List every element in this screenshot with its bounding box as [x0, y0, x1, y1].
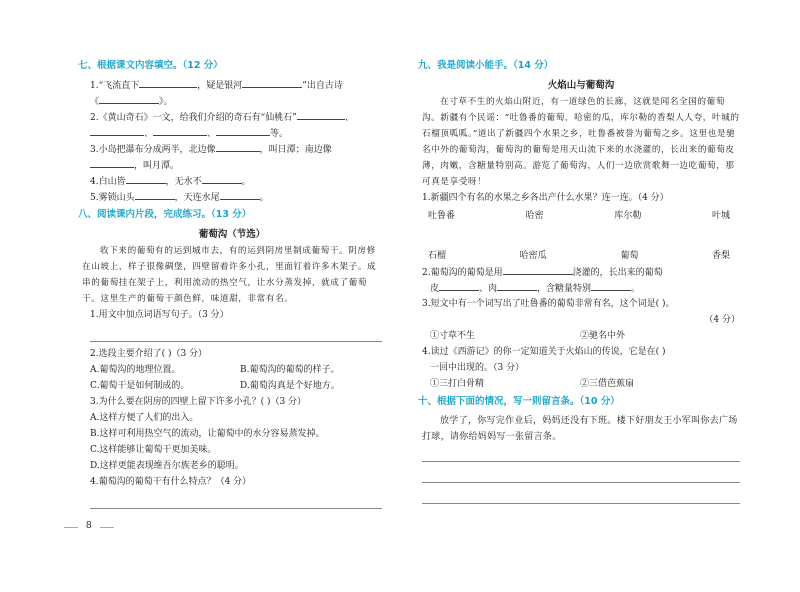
q9-4-options [422, 376, 740, 392]
fruits-row [422, 248, 740, 264]
answer-line[interactable] [90, 494, 382, 509]
blank[interactable] [202, 173, 242, 184]
q9-2-text-b: 浇灌的，长出来的葡萄 [572, 268, 663, 278]
passage-paragraph: 收下来的葡萄有的运到城市去，有的运到阴房里制成葡萄干。阴房修在山坡上，样子很像碉堡，四壁留着许多小孔，里面钉着许多木架子。成串的葡萄挂在架子上，利用流动的热空气，让水分蒸发掉，就成了葡萄干。这里生产的葡萄干颜色鲜，味道甜，非常有名。 [82, 246, 377, 304]
place-item[interactable]: 叶城 [711, 211, 730, 221]
q7-1-text-a: 1.“飞流直下 [90, 81, 140, 91]
place-item[interactable]: 吐鲁番 [428, 211, 456, 221]
q7-2 [82, 109, 382, 125]
option-a[interactable]: A.葡萄沟的地理位置。 [90, 365, 181, 375]
blank[interactable] [497, 280, 537, 291]
fruit-item[interactable]: 葡萄 [620, 251, 639, 261]
left-column [78, 58, 382, 509]
blank[interactable] [216, 125, 270, 136]
q7-3 [82, 141, 382, 157]
q8-3-option-c[interactable]: C.这样能够让葡萄干更加美味。 [90, 445, 217, 455]
footer-dash-right [100, 527, 114, 528]
option-c[interactable]: C.葡萄干是如何制成的。 [90, 381, 190, 391]
option-2[interactable]: ②驰名中外 [580, 331, 626, 341]
blank[interactable] [126, 173, 166, 184]
q9-3: 3.短文中有一个词写出了吐鲁番的葡萄非常有名，这个词是( )。 [422, 299, 675, 309]
blank[interactable] [216, 141, 260, 152]
q8-3-option-b[interactable]: B.这样可利用热空气的流动，让葡萄中的水分容易蒸发掉。 [90, 429, 325, 439]
q9-3-options [422, 328, 740, 344]
q7-2-text-b: 、 [344, 113, 354, 123]
q8-3-option-d[interactable]: D.这样更能表现维吾尔族老乡的聪明。 [90, 461, 244, 471]
q8-2-options-row1 [82, 362, 382, 378]
blank[interactable] [99, 93, 159, 104]
q9-4-cont: 一回中出现的。（3 分） [430, 363, 525, 373]
task-paragraph: 放学了，你写完作业后，妈妈还没有下班。楼下好朋友王小军叫你去广场打球，请你给妈妈写一张留言条。 [422, 416, 738, 442]
q9-2-text-c: 皮 [430, 284, 440, 294]
q9-2-cont [422, 280, 740, 296]
q9-2-text-e: ，含糖量特别 [537, 284, 592, 294]
option-d[interactable]: D.葡萄沟真是个好地方。 [240, 381, 340, 391]
section-10-text [422, 413, 740, 445]
page-number: 8 [86, 520, 92, 531]
q7-4 [82, 173, 382, 189]
q7-1-text-e: 》。 [159, 97, 173, 107]
q7-2-text-d: 、 [207, 129, 217, 139]
blank[interactable] [503, 264, 573, 275]
q7-3-text-a: 3.小岛把瀑布分成两半，北边像 [90, 145, 216, 155]
q7-1-cont [82, 93, 382, 109]
q7-4-text-c: 。 [241, 177, 251, 187]
q7-1-text-b: ，疑是银河 [197, 81, 243, 91]
q9-2 [422, 264, 740, 280]
blank[interactable] [90, 125, 144, 136]
q8-4: 4.葡萄沟的葡萄干有什么特点？（4 分） [90, 477, 252, 487]
q8-2-options-row2 [82, 378, 382, 394]
q9-2-text-f: 。 [631, 284, 641, 294]
blank[interactable] [220, 189, 260, 200]
answer-line[interactable] [422, 489, 740, 504]
q7-2-cont [82, 125, 382, 141]
q8-3: 3.为什么要在阴房的四壁上留下许多小孔？( )（3 分） [90, 397, 307, 407]
passage-title: 火焰山与葡萄沟 [547, 80, 615, 91]
q9-2-text-d: 、肉 [479, 284, 498, 294]
place-item[interactable]: 哈密 [525, 211, 544, 221]
fruit-item[interactable]: 哈密瓜 [519, 251, 547, 261]
passage-title: 葡萄沟（节选） [198, 229, 266, 240]
blank[interactable] [591, 280, 631, 291]
passage-text [422, 94, 740, 190]
blank[interactable] [242, 77, 302, 88]
option-b[interactable]: B.葡萄沟的葡萄的样子。 [240, 365, 340, 375]
section-10-title: 十、根据下面的情况，写一则留言条。（10 分） [418, 396, 620, 407]
q7-1-text-d: 《 [90, 97, 100, 107]
q8-2: 2.选段主要介绍了( )（3 分） [90, 349, 208, 359]
q7-5 [82, 189, 382, 205]
option-2[interactable]: ②三借芭蕉扇 [580, 379, 635, 389]
right-column [418, 58, 740, 504]
q7-3-text-c: ，叫月潭。 [134, 161, 180, 171]
q7-5-text-b: ，天连水尾 [174, 193, 220, 203]
q8-1: 1.用文中加点词语写句子。（3 分） [90, 310, 229, 320]
blank[interactable] [297, 109, 345, 120]
q7-2-text-a: 2.《黄山奇石》一文，给我们介绍的奇石有“仙桃石” [90, 113, 297, 123]
q9-4: 4.读过《西游记》的你一定知道关于火焰山的传说，它是在( ) [422, 347, 666, 357]
footer-dash-left [64, 527, 78, 528]
q7-4-text-b: ，无水不 [165, 177, 202, 187]
q9-1: 1.新疆四个有名的水果之乡各出产什么水果？连一连。（4 分） [422, 193, 669, 203]
blank[interactable] [90, 157, 134, 168]
q7-4-text-a: 4.白山皆 [90, 177, 126, 187]
option-1[interactable]: ①三打白骨精 [430, 379, 485, 389]
blank[interactable] [139, 77, 197, 88]
q7-2-text-c: 、 [144, 129, 154, 139]
passage-text [82, 243, 382, 307]
blank[interactable] [135, 189, 175, 200]
q7-3-text-b: ，叫日潭；南边像 [259, 145, 332, 155]
places-row [422, 208, 740, 224]
blank[interactable] [153, 125, 207, 136]
q7-1-text-c: ”出自古诗 [302, 81, 343, 91]
fruit-item[interactable]: 香梨 [711, 251, 730, 261]
answer-line[interactable] [90, 327, 382, 342]
q7-1 [82, 77, 382, 93]
fruit-item[interactable]: 石榴 [428, 251, 447, 261]
answer-line[interactable] [422, 447, 740, 462]
q7-5-text-c: 。 [259, 193, 269, 203]
section-9-title: 九、我是阅读小能手。（14 分） [418, 60, 554, 71]
q7-2-text-e: 等。 [270, 129, 289, 139]
place-item[interactable]: 库尔勒 [614, 211, 642, 221]
section-7-title: 七、根据课文内容填空。（12 分） [78, 60, 223, 71]
q8-3-option-a[interactable]: A.这样方便了人们的出入。 [90, 413, 199, 423]
option-1[interactable]: ①寸草不生 [430, 331, 476, 341]
passage-paragraph: 在寸草不生的火焰山附近，有一道绿色的长廊，这就是闻名全国的葡萄沟。新疆有个民谣：“吐鲁番的葡萄，哈密的瓜，库尔勒的香梨人人夸，叶城的石榴顶呱呱。”道出了新疆四个水果之乡，吐鲁番被誉为葡萄之乡。这里也是驰名中外的葡萄沟，葡萄沟的葡萄是用天山流下来的水浇灌的，长出来的葡萄皮薄，肉嫩，含糖量特别高。游览了葡萄沟，人们一边欣赏歌舞一边吃葡萄，那可真是享受呀！ [422, 97, 740, 187]
q7-5-text-a: 5.雾锁山头 [90, 193, 135, 203]
q9-2-text-a: 2.葡萄沟的葡萄是用 [422, 268, 503, 278]
q9-3-points: （4 分） [704, 315, 740, 325]
blank[interactable] [439, 280, 479, 291]
section-8-title: 八、阅读课内片段，完成练习。（13 分） [78, 209, 252, 220]
q7-3-cont [82, 157, 382, 173]
answer-line[interactable] [422, 468, 740, 483]
